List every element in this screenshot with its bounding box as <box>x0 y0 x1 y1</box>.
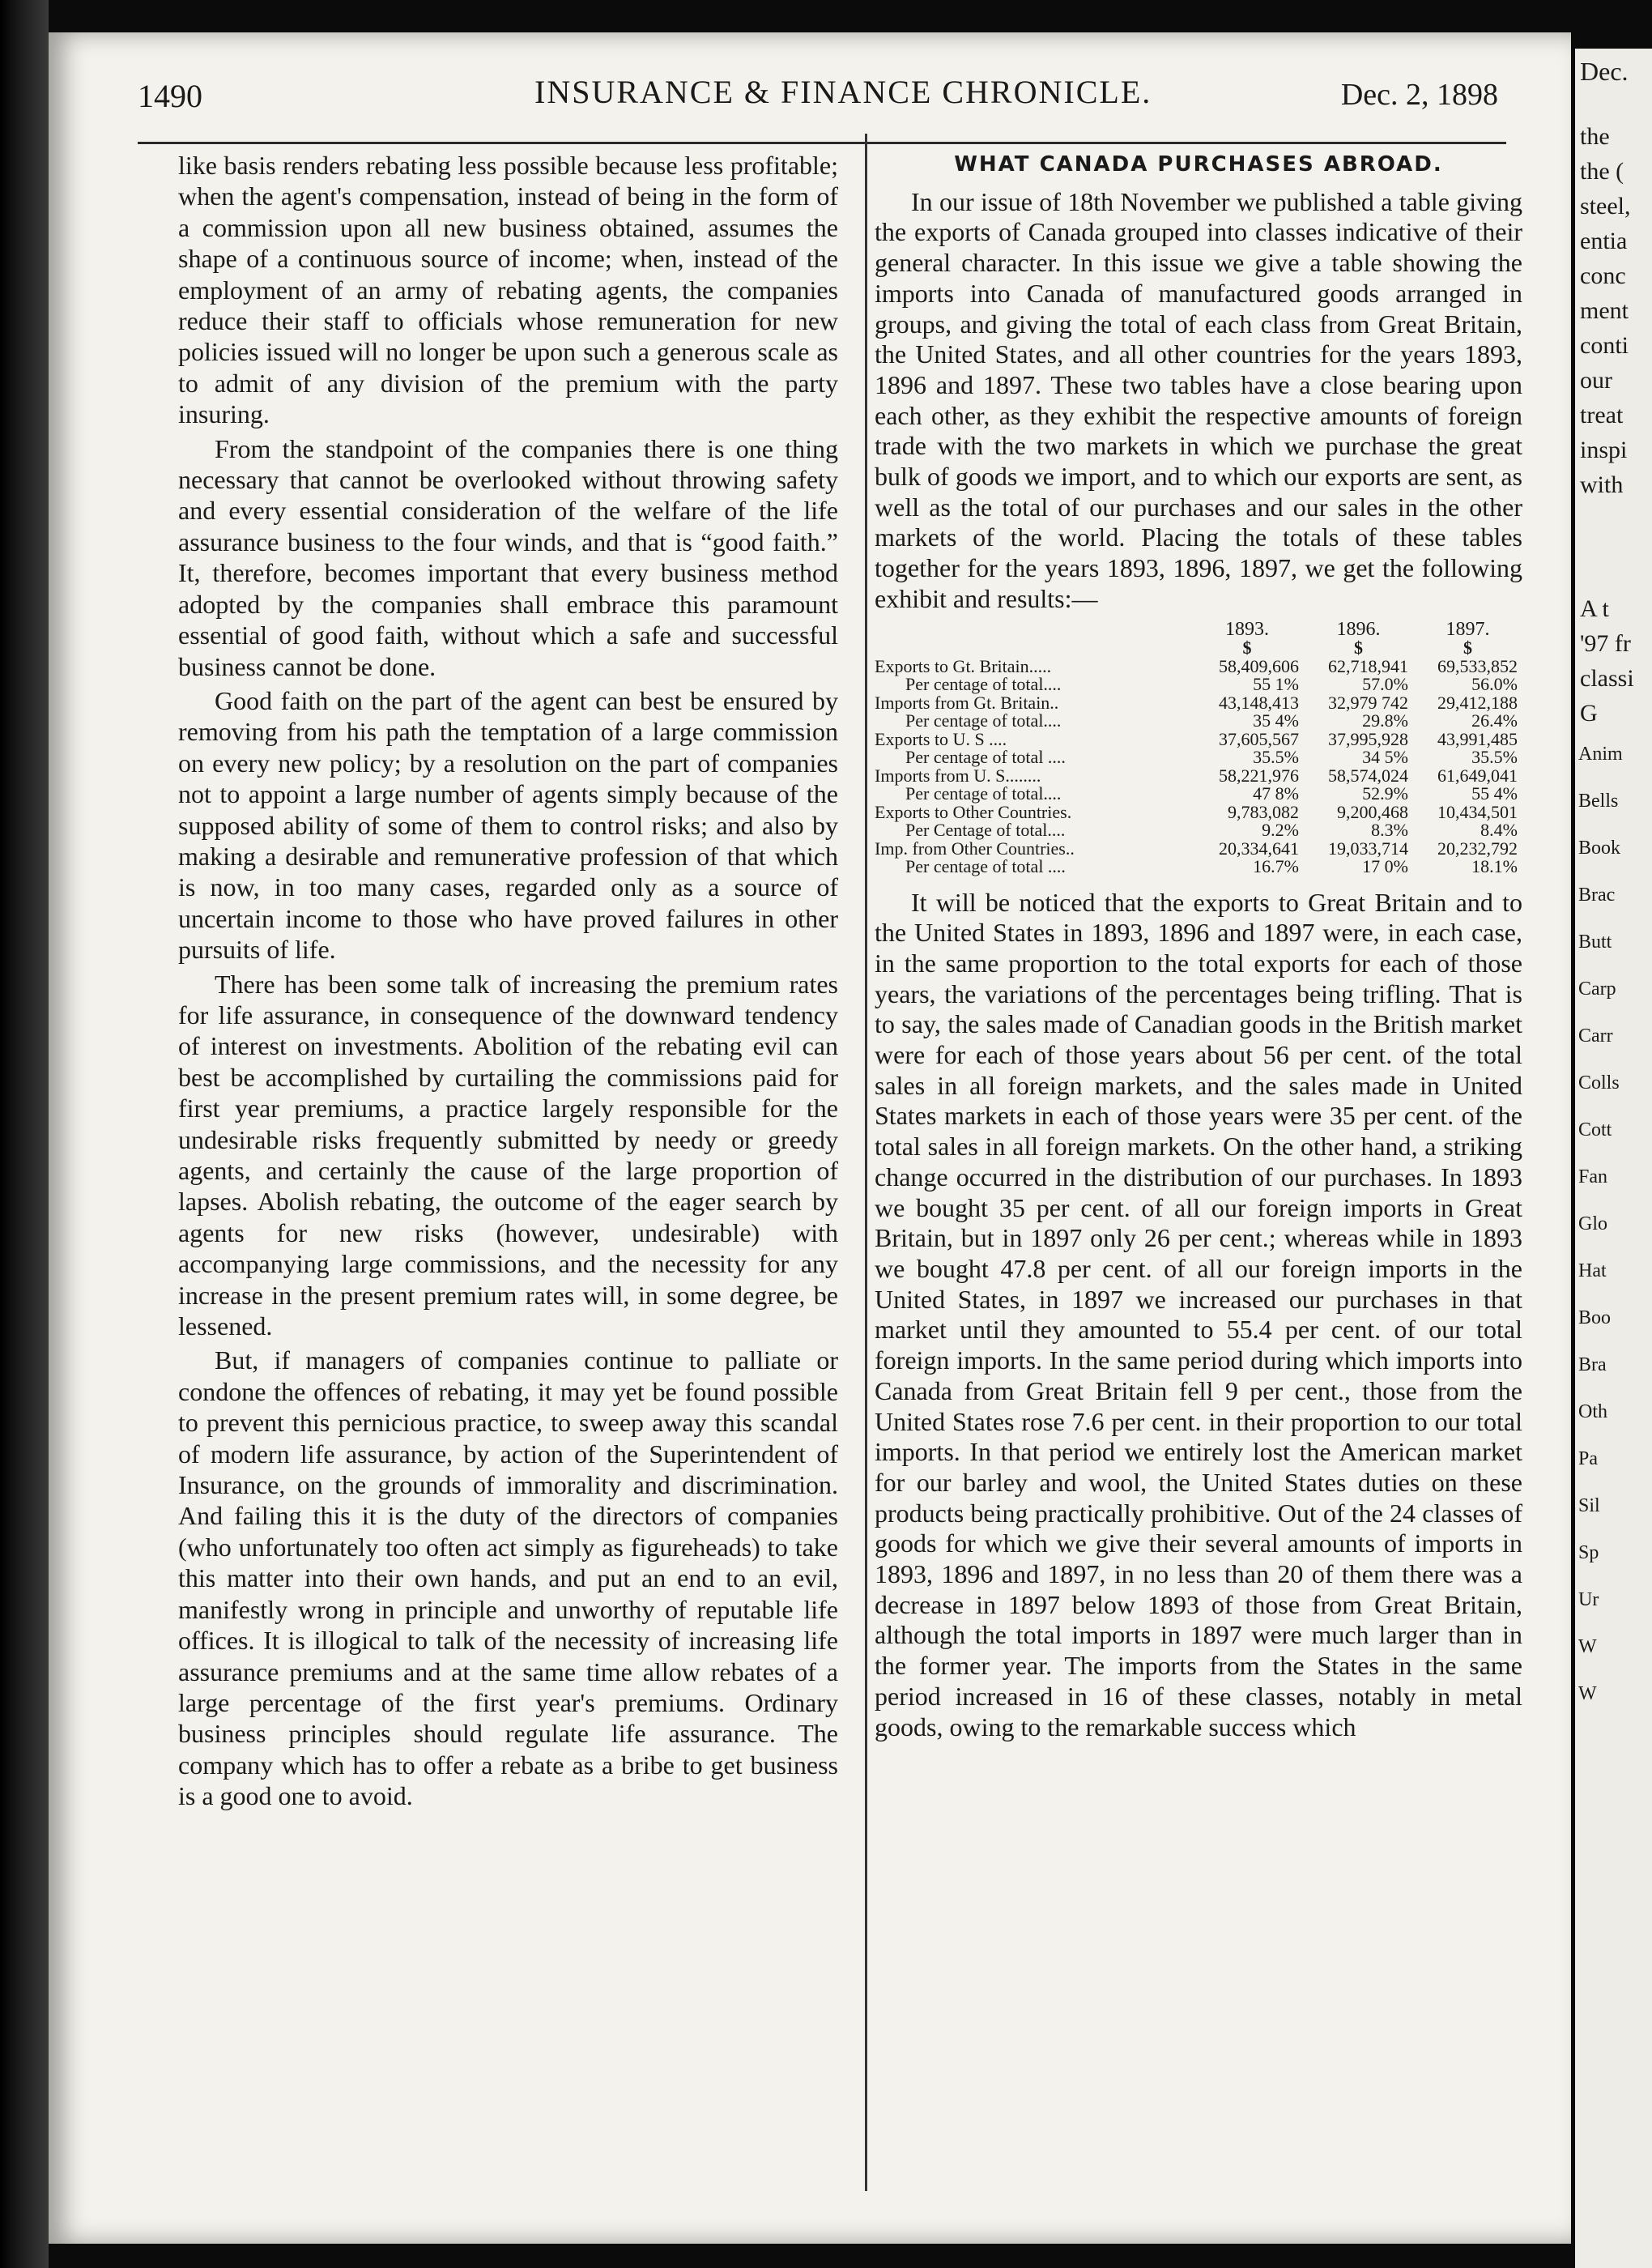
adjacent-fragment: conc <box>1580 262 1626 289</box>
value-1893: 16.7% <box>1253 856 1299 877</box>
value-1897: 43,991,485 <box>1437 728 1518 749</box>
adjacent-fragment: Sp <box>1578 1542 1599 1563</box>
table-row <box>875 658 1522 676</box>
adjacent-fragment: '97 fr <box>1580 630 1631 657</box>
adjacent-fragment: Glo <box>1578 1213 1607 1234</box>
adjacent-fragment: Pa <box>1578 1448 1598 1469</box>
adjacent-text <box>1575 119 1652 502</box>
adjacent-fragment: W <box>1578 1683 1597 1704</box>
table-row <box>875 731 1522 749</box>
page-number: 1490 <box>138 78 202 114</box>
value-1893: 55 1% <box>1253 674 1299 695</box>
adjacent-fragment: Oth <box>1578 1401 1607 1422</box>
adjacent-page <box>1575 49 1652 2268</box>
adjacent-fragment: Cott <box>1578 1119 1612 1140</box>
value-1897: 8.4% <box>1480 820 1518 841</box>
value-1897: 61,649,041 <box>1437 765 1518 786</box>
table-row <box>875 694 1522 713</box>
table-body <box>875 655 1522 877</box>
value-1897: 29,412,188 <box>1437 692 1518 713</box>
column-divider <box>865 134 867 2191</box>
issue-date: Dec. 2, 1898 <box>1340 78 1498 112</box>
table-row <box>875 748 1522 767</box>
adjacent-fragment: Sil <box>1578 1495 1600 1516</box>
adjacent-fragment: ment <box>1580 297 1629 324</box>
value-1893: 35 4% <box>1253 710 1299 731</box>
adjacent-fragment: Bra <box>1578 1354 1607 1375</box>
paragraph: But, if managers of companies continue to palliate or condone the offences of rebating, it may yet be found possible to prevent this pernicious practice, to sweep away this scandal of modern life assurance, by action of the Superintendent of Insurance, on the grounds of immorality and discrimination. And failing this it is the duty of the directors of companies (who unfortunately too often act simply as figureheads) to take this matter into their own hands, and put an end to an evil, manifestly wrong in principle and unworthy of reputable life offices. It is illogical to talk of the necessity of increasing life assurance premiums and at the same time allow rebates of a large percentage of the first year's premiums. Ordinary business principles should regulate life assurance. The company which has to offer a rebate as a bribe to get business is a good one to avoid. <box>178 1345 838 1811</box>
row-label: Per centage of total .... <box>905 747 1066 768</box>
adjacent-fragment: W <box>1578 1636 1597 1657</box>
value-1896: 29.8% <box>1362 710 1408 731</box>
row-label: Per Centage of total.... <box>905 820 1066 841</box>
value-1897: 56.0% <box>1471 674 1518 695</box>
adjacent-fragment: inspi <box>1580 437 1628 463</box>
adjacent-fragment: the <box>1580 123 1610 150</box>
value-1896: 17 0% <box>1362 856 1408 877</box>
year-header: 1893. <box>1225 618 1269 640</box>
page-header <box>138 73 1498 122</box>
currency-symbol: $ <box>1354 637 1363 659</box>
adjacent-fragment: steel, <box>1580 193 1631 220</box>
adjacent-fragment: Book <box>1578 838 1621 859</box>
currency-row <box>875 639 1522 658</box>
adjacent-fragment: A t <box>1580 595 1609 622</box>
value-1897: 35.5% <box>1471 747 1518 768</box>
paragraph: There has been some talk of increasing the premium rates for life assurance, in consequence of the downward tendency of interest on investments. Abolition of the rebating evil can best be accomplished by curtailing the commissions paid for first year premiums, a practice largely responsible for the undesirable risks frequently submitted by needy or greedy agents, and certainly the cause of the large proportion of lapses. Abolish rebating, the outcome of the eager search by agents for new risks (however, undesirable) with accompanying large commissions, and the necessity for any increase in the present premium rates will, in some degree, be lessened. <box>178 969 838 1341</box>
value-1896: 52.9% <box>1362 783 1408 804</box>
right-column <box>875 150 1522 1742</box>
trade-table <box>875 620 1522 876</box>
adjacent-fragment: Carp <box>1578 978 1616 1000</box>
value-1896: 57.0% <box>1362 674 1408 695</box>
year-header: 1897. <box>1446 618 1490 640</box>
value-1896: 8.3% <box>1371 820 1408 841</box>
adjacent-fragment: with <box>1580 471 1624 498</box>
adjacent-fragment: Colls <box>1578 1072 1620 1094</box>
value-1893: 47 8% <box>1253 783 1299 804</box>
value-1897: 18.1% <box>1471 856 1518 877</box>
value-1897: 69,533,852 <box>1437 655 1518 676</box>
row-label: Exports to Gt. Britain..... <box>875 655 1052 676</box>
left-column <box>178 150 838 1815</box>
value-1896: 58,574,024 <box>1328 765 1408 786</box>
row-label: Per centage of total.... <box>905 783 1062 804</box>
value-1897: 55 4% <box>1471 783 1518 804</box>
table-row <box>875 785 1522 804</box>
adjacent-fragment: conti <box>1580 332 1629 359</box>
publication-title: INSURANCE & FINANCE CHRONICLE. <box>534 74 1152 110</box>
article-intro: In our issue of 18th November we published a table giving the exports of Canada grouped into classes indicative of their general character. In this issue we give a table showing the imports into Canada of manufactured goods arranged in groups, and giving the total of each class from Great Britain, the United States, and all other countries for the years 1893, 1896 and 1897. These two tables have a close bearing upon each other, as they exhibit the respective amounts of foreign trade with the two markets in which we purchase the great bulk of goods we import, and to which our exports are sent, as well as the total of our purchases and our sales in the other markets of the world. Placing the totals of these tables together for the years 1893, 1896, 1897, we get the following exhibit and results:— <box>875 186 1522 613</box>
adjacent-fragment: Butt <box>1578 932 1612 953</box>
value-1896: 62,718,941 <box>1328 655 1408 676</box>
adjacent-fragment: Fan <box>1578 1166 1607 1187</box>
adjacent-header: Dec. <box>1580 57 1629 86</box>
header-rule <box>138 142 1506 144</box>
value-1893: 58,221,976 <box>1219 765 1299 786</box>
adjacent-fragment: the ( <box>1580 158 1624 185</box>
currency-symbol: $ <box>1242 637 1252 659</box>
value-1897: 26.4% <box>1471 710 1518 731</box>
adjacent-section <box>1575 591 1652 731</box>
adjacent-fragment: G <box>1580 700 1598 727</box>
value-1893: 43,148,413 <box>1219 692 1299 713</box>
adjacent-fragment: Carr <box>1578 1025 1613 1047</box>
table-row <box>875 858 1522 876</box>
row-label: Per centage of total.... <box>905 710 1062 731</box>
value-1897: 10,434,501 <box>1437 801 1518 822</box>
paragraph: like basis renders rebating less possible because less profitable; when the agent's compensation, instead of being in the form of a commission upon all new business obtained, assumes the shape of a continuous source of income; when, instead of the employment of an army of rebating agents, the companies reduce their staff to officials whose remuneration for new policies issued will no longer be upon such a generous scale as to admit of any division of the premium with the party insuring. <box>178 151 838 429</box>
value-1896: 19,033,714 <box>1328 838 1408 859</box>
value-1896: 37,995,928 <box>1328 728 1408 749</box>
adjacent-fragment: Ur <box>1578 1589 1599 1610</box>
value-1896: 32,979 742 <box>1328 692 1408 713</box>
table-row <box>875 676 1522 694</box>
adjacent-fragment: entia <box>1580 228 1628 254</box>
adjacent-fragment: Anim <box>1578 744 1623 765</box>
row-label: Per centage of total .... <box>905 856 1066 877</box>
table-row <box>875 804 1522 822</box>
value-1893: 58,409,606 <box>1219 655 1299 676</box>
row-label: Exports to U. S .... <box>875 728 1007 749</box>
table-row <box>875 821 1522 840</box>
value-1893: 35.5% <box>1253 747 1299 768</box>
value-1897: 20,232,792 <box>1437 838 1518 859</box>
row-label: Exports to Other Countries. <box>875 801 1072 822</box>
row-label: Imports from Gt. Britain.. <box>875 692 1059 713</box>
adjacent-fragment: treat <box>1580 402 1624 428</box>
value-1896: 9,200,468 <box>1337 801 1408 822</box>
value-1896: 34 5% <box>1362 747 1408 768</box>
adjacent-fragment: Brac <box>1578 885 1616 906</box>
value-1893: 9.2% <box>1262 820 1299 841</box>
table-header-row <box>875 620 1522 640</box>
adjacent-fragment: classi <box>1580 665 1634 692</box>
adjacent-fragment: our <box>1580 367 1612 394</box>
value-1893: 9,783,082 <box>1228 801 1299 822</box>
article-heading: WHAT CANADA PURCHASES ABROAD. <box>954 152 1443 177</box>
paragraph: Good faith on the part of the agent can best be ensured by removing from his path the temptation of a large commission on every new policy; by a resolution on the part of companies not to appoint a large number of agents simply because of the supposed ability of some of them to control risks; and also by making a desirable and remunerative profession of that which is now, in too many cases, regarded only as a source of uncertain income to those who have proved failures in other pursuits of life. <box>178 685 838 965</box>
adjacent-fragment: Boo <box>1578 1307 1612 1328</box>
value-1893: 37,605,567 <box>1219 728 1299 749</box>
table-row <box>875 712 1522 731</box>
adjacent-fragment: Hat <box>1578 1260 1607 1281</box>
table-row <box>875 767 1522 786</box>
adjacent-fragment: Bells <box>1578 791 1619 812</box>
value-1893: 20,334,641 <box>1219 838 1299 859</box>
table-row <box>875 840 1522 859</box>
paragraph: From the standpoint of the companies there is one thing necessary that cannot be overlooked without throwing safety and every essential consideration of the welfare of the life assurance business to the four winds, and that is “good faith.” It, therefore, becomes important that every business method adopted by the companies shall embrace this paramount essential of good faith, without which a safe and successful business cannot be done. <box>178 433 838 681</box>
scan-edge <box>0 0 49 2268</box>
article-body: It will be noticed that the exports to Great Britain and to the United States in 1893, 1896 and 1897 were, in each case, in the same proportion to the total exports for each of those years, the variations of the percentages being trifling. That is to say, the sales made of Canadian goods in the British market were for each of those years about 56 per cent. of the total sales in all foreign markets, and the sales made in United States markets in each of those years were 35 per cent. of the total sales in all foreign markets. On the other hand, a striking change occurred in the distribution of our purchases. In 1893 we bought 35 per cent. of all our foreign imports in Great Britain, but in 1897 only 26 per cent.; whereas while in 1893 we bought 47.8 per cent. of all our foreign imports in the United States, in 1897 we increased our purchases in that market until they amounted to 55.4 per cent. of our total foreign imports. In the same period during which imports into Canada from Great Britain fell 9 per cent., those from the United States rose 7.6 per cent. in their proportion to our total imports. In that period we entirely lost the American market for our barley and wool, the United States duties on these products being practically prohibitive. Out of the 24 classes of goods for which we give their several amounts of imports in 1893, 1896 and 1897, in no less than 20 of them there was a decrease in 1897 below 1893 of those from Great Britain, although the total imports in 1897 were much larger than in the former year. The imports from the States in the same period increased in 16 of these classes, notably in metal goods, owing to the remarkable success which <box>875 887 1522 1742</box>
currency-symbol: $ <box>1463 637 1472 659</box>
year-header: 1896. <box>1336 618 1381 640</box>
row-label: Per centage of total.... <box>905 674 1062 695</box>
adjacent-table <box>1575 731 1652 1717</box>
row-label: Imp. from Other Countries.. <box>875 838 1075 859</box>
row-label: Imports from U. S........ <box>875 765 1041 786</box>
